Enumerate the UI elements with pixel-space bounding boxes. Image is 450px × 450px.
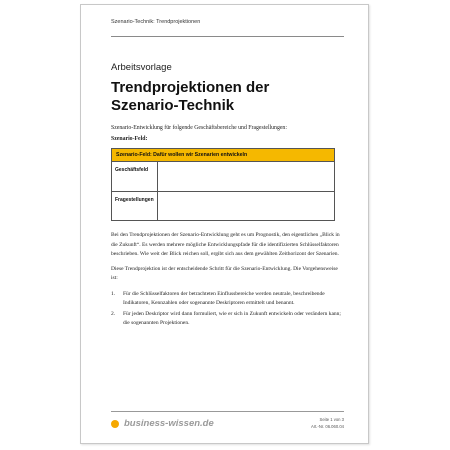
list-text: Für jeden Deskriptor wird dann formuliert, wie er sich in Zukunft entwickeln oder verändern kann; die sogenannten Projektionen. bbox=[123, 310, 341, 326]
procedure-list bbox=[111, 290, 343, 329]
brand-name: business-wissen.de bbox=[124, 418, 214, 429]
list-text: Für die Schlüsselfaktoren der betrachteten Einflussbereiche werden neutrale, beschreibende Indikatoren, Kennzahlen oder sogenannte Deskriptoren ermittelt und benannt. bbox=[123, 290, 325, 306]
list-number: 2. bbox=[111, 310, 116, 317]
form-header: Szenario-Feld: Dafür wollen wir Szenarien entwickeln bbox=[112, 149, 334, 162]
form-row-label: Fragestellungen bbox=[112, 192, 158, 221]
brand-logo bbox=[111, 418, 214, 429]
document-type: Arbeitsvorlage bbox=[111, 62, 172, 73]
form-row-label: Geschäftsfeld bbox=[112, 162, 158, 191]
body-text bbox=[111, 231, 343, 330]
list-number: 1. bbox=[111, 290, 116, 297]
intro-text bbox=[111, 123, 351, 145]
business-field-input[interactable] bbox=[158, 162, 334, 191]
footer-divider bbox=[111, 411, 344, 412]
paragraph: Diese Trendprojektion ist der entscheidende Schritt für die Szenario-Entwicklung. Die Vorgehensweise ist: bbox=[111, 265, 338, 281]
intro-line: Szenario-Entwicklung für folgende Geschäftsbereiche und Fragestellungen: bbox=[111, 125, 287, 131]
scenario-field-label: Szenario-Feld: bbox=[111, 136, 148, 142]
form-row-business-field bbox=[112, 162, 334, 192]
page-info bbox=[311, 416, 344, 430]
document-page bbox=[80, 4, 369, 444]
title-line-2: Szenario-Technik bbox=[111, 97, 235, 114]
list-item bbox=[111, 310, 343, 329]
brand-dot-icon bbox=[111, 420, 119, 428]
header-divider bbox=[111, 36, 344, 37]
page-number: Seite 1 von 3 bbox=[319, 417, 344, 422]
list-item bbox=[111, 290, 343, 309]
paragraph: Bei den Trendprojektionen der Szenario-Entwicklung geht es um Prognostik, den eigentlichen „Blick in die Zukunft“. Es werden mehrere mögliche Entwicklungspfade für die identifizierten Schlüsselfaktoren beschrieben. Wie weit der Blick reichen soll, ergibt sich aus dem gewählten Zeithorizont der Szenarien. bbox=[111, 232, 340, 257]
form-row-questions bbox=[112, 192, 334, 221]
scenario-field-form bbox=[111, 148, 335, 221]
running-header: Szenario-Technik: Trendprojektionen bbox=[111, 19, 201, 25]
title-line-1: Trendprojektionen der bbox=[111, 79, 270, 96]
article-number: Art.-Nr. 06.060.04 bbox=[310, 424, 344, 429]
page-title bbox=[111, 79, 351, 115]
questions-input[interactable] bbox=[158, 192, 334, 221]
